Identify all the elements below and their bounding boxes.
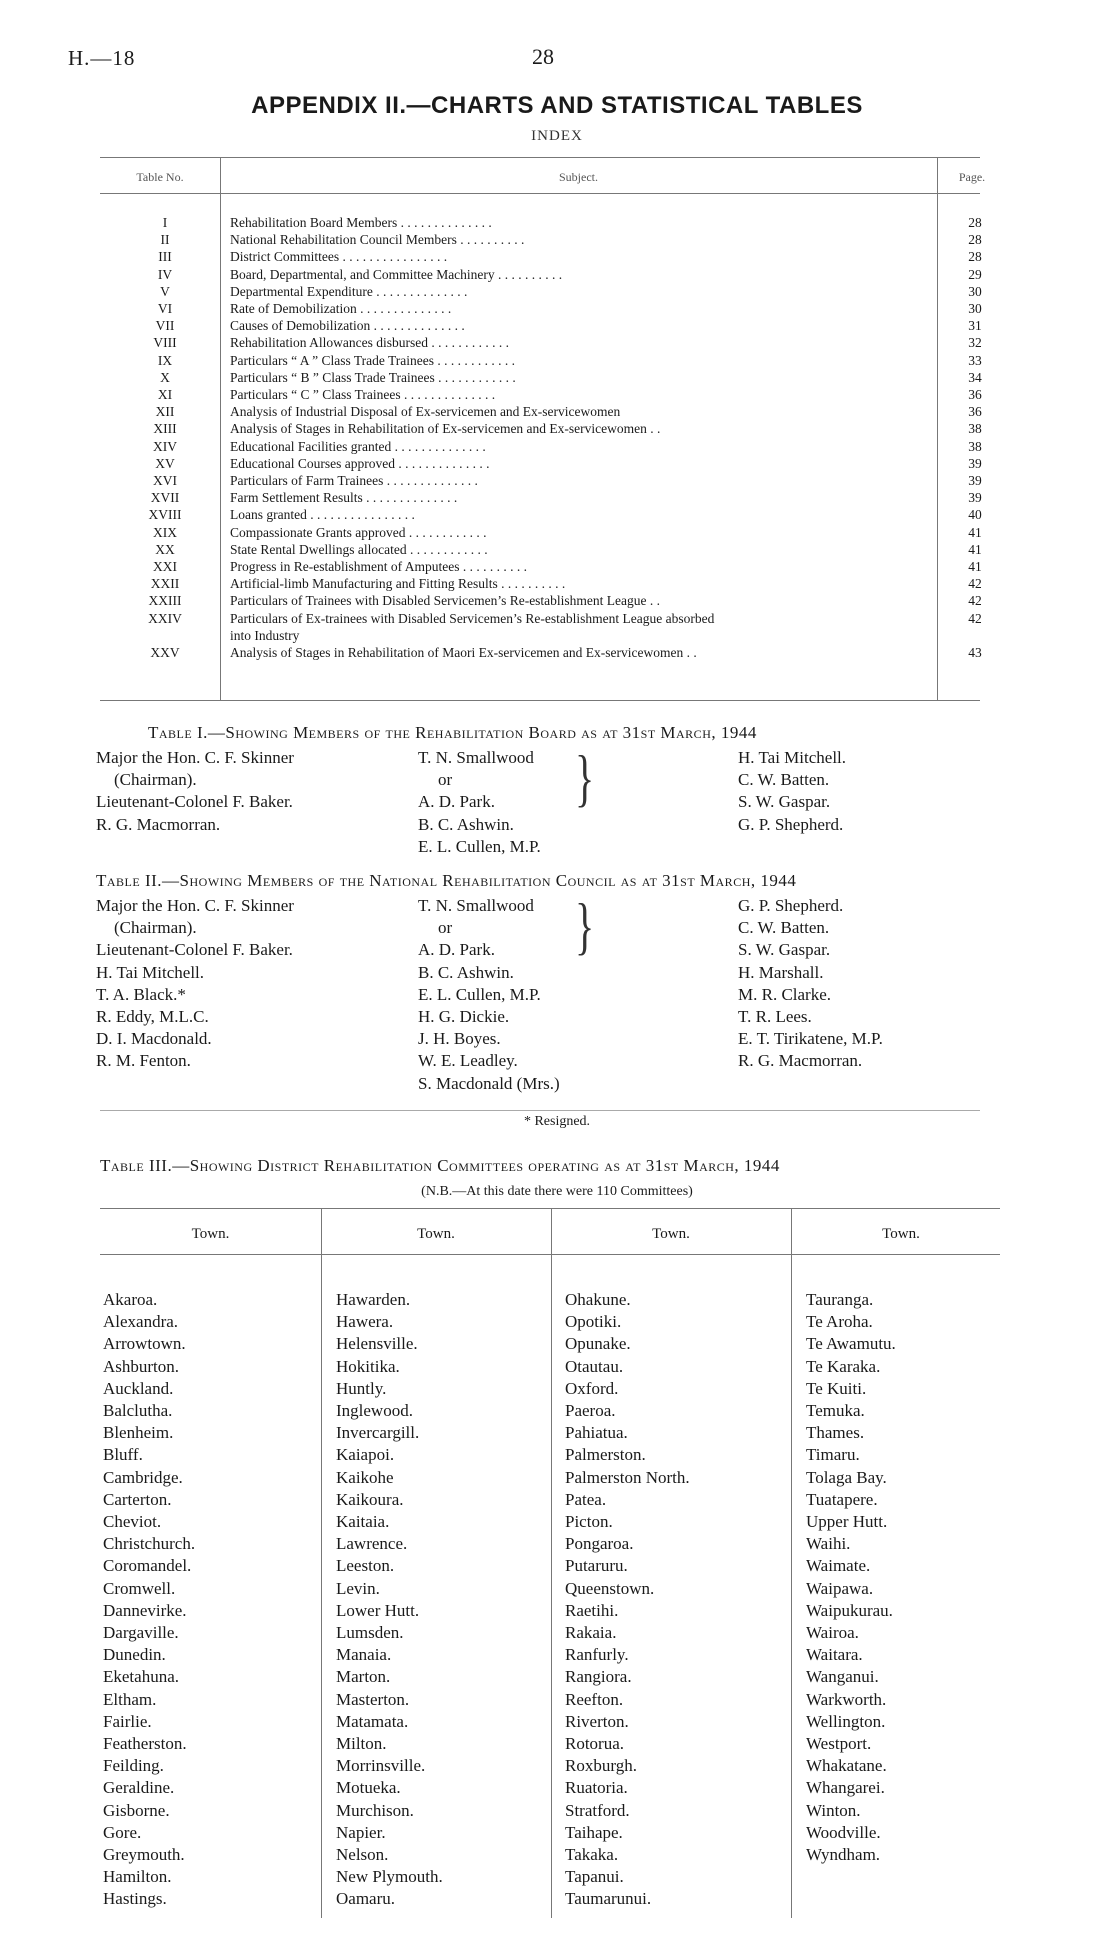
town-name: Whakatane.: [806, 1756, 887, 1776]
town-name: Hawera.: [336, 1312, 394, 1332]
index-table-no: V: [160, 283, 170, 299]
town-name: Huntly.: [336, 1378, 387, 1398]
index-header-page: Page.: [958, 170, 986, 184]
table3-top-rule: [100, 1208, 1000, 1209]
index-page: 42: [968, 576, 982, 592]
index-header-rule: [100, 193, 980, 194]
index-page: 28: [968, 215, 982, 230]
town-name: Invercargill.: [336, 1423, 420, 1443]
index-table-no: XXII: [150, 576, 180, 592]
town-name: Hokitika.: [336, 1356, 400, 1376]
index-subject: Board, Departmental, and Committee Machinery . . . . . . . . . .: [230, 266, 563, 282]
table3-divider-1: [321, 1208, 322, 1918]
town-column: [565, 1289, 690, 1911]
town-name: Taihape.: [565, 1822, 623, 1842]
town-column: [806, 1289, 896, 1866]
town-name: Eketahuna.: [103, 1667, 179, 1687]
index-subject: National Rehabilitation Council Members . . . . . . . . . .: [230, 232, 525, 248]
town-name: Helensville.: [336, 1334, 418, 1354]
table3-divider-2: [551, 1208, 552, 1918]
town-name: Alexandra.: [103, 1312, 179, 1332]
town-name: Murchison.: [336, 1800, 414, 1820]
town-name: Oamaru.: [336, 1889, 396, 1909]
town-name: Otautau.: [565, 1356, 624, 1376]
index-page: 28: [968, 232, 982, 248]
member-name: or: [438, 918, 453, 938]
town-name: Lumsden.: [336, 1623, 404, 1643]
member-name: H. Tai Mitchell.: [738, 748, 847, 767]
member-name: T. N. Smallwood: [418, 748, 534, 767]
member-name: E. T. Tirikatene, M.P.: [738, 1029, 883, 1049]
town-name: Opotiki.: [565, 1312, 622, 1332]
index-table-no: XIV: [153, 438, 177, 454]
town-name: Kaikoura.: [336, 1489, 404, 1509]
town-name: Featherston.: [103, 1734, 187, 1754]
table3-header-town-3: Town.: [652, 1226, 690, 1242]
index-subject: into Industry: [230, 627, 300, 643]
index-subject: Loans granted . . . . . . . . . . . . . . . .: [230, 507, 415, 523]
town-name: Palmerston.: [565, 1445, 646, 1465]
index-table-no: IX: [157, 352, 173, 368]
index-subject: Rate of Demobilization . . . . . . . . . . . . . .: [230, 301, 452, 316]
index-table-no: I: [162, 215, 168, 230]
member-name: Major the Hon. C. F. Skinner: [96, 896, 294, 915]
town-name: Stratford.: [565, 1800, 630, 1820]
index-page: 39: [968, 473, 982, 488]
index-subject: Particulars “ C ” Class Trainees . . . . . . . . . . . . . .: [230, 387, 496, 402]
index-subject: Analysis of Stages in Rehabilitation of Ex-servicemen and Ex-servicewomen . .: [230, 421, 661, 437]
town-name: Pongaroa.: [565, 1534, 634, 1554]
town-name: Tauranga.: [806, 1290, 874, 1309]
index-table-no: XII: [155, 404, 175, 420]
town-name: Takaka.: [565, 1845, 619, 1865]
member-name: H. G. Dickie.: [418, 1007, 510, 1026]
index-page: 32: [968, 335, 982, 351]
member-name: J. H. Boyes.: [418, 1029, 501, 1049]
table3-header-town-4: Town.: [882, 1226, 920, 1242]
town-name: Marton.: [336, 1667, 391, 1687]
town-name: Matamata.: [336, 1711, 409, 1731]
town-name: Riverton.: [565, 1711, 629, 1731]
member-name: G. P. Shepherd.: [738, 896, 844, 915]
index-table-no: XIX: [153, 524, 177, 540]
index-subject: Analysis of Stages in Rehabilitation of Maori Ex-servicemen and Ex-servicewomen . .: [230, 645, 697, 660]
document-code: H.—18: [68, 46, 136, 70]
table3-header-rule: [100, 1254, 1000, 1255]
town-name: Rakaia.: [565, 1623, 617, 1643]
index-bottom-rule: [100, 700, 980, 701]
table1-caption: Table I.—Showing Members of the Rehabilitation Board as at 31st March, 1944: [148, 723, 757, 742]
index-page: 33: [968, 352, 982, 368]
town-name: Tolaga Bay.: [806, 1467, 887, 1487]
index-col-divider-2: [937, 157, 938, 700]
town-name: Cheviot.: [103, 1512, 162, 1532]
member-name: C. W. Batten.: [738, 918, 830, 938]
member-name: E. L. Cullen, M.P.: [418, 836, 541, 856]
town-name: Akaroa.: [103, 1290, 158, 1309]
index-table-no: XXV: [150, 645, 180, 660]
index-table-no: VI: [157, 301, 173, 316]
town-name: Levin.: [336, 1578, 380, 1598]
index-page: 36: [968, 404, 982, 420]
member-name: Lieutenant-Colonel F. Baker.: [96, 940, 293, 960]
town-name: Napier.: [336, 1822, 386, 1842]
index-header-subject: Subject.: [559, 170, 598, 184]
town-name: Te Kuiti.: [806, 1378, 867, 1398]
town-name: Waihi.: [806, 1534, 851, 1554]
town-name: Ruatoria.: [565, 1778, 628, 1798]
town-name: Woodville.: [806, 1822, 881, 1842]
town-name: Raetihi.: [565, 1600, 619, 1620]
index-table-no: II: [160, 232, 170, 248]
town-name: Hamilton.: [103, 1867, 172, 1887]
table3-header-town-2: Town.: [417, 1226, 455, 1242]
index-subject: Causes of Demobilization . . . . . . . . . . . . . .: [230, 318, 465, 334]
table3-caption: Table III.—Showing District Rehabilitation Committees operating as at 31st March, 1944: [100, 1156, 780, 1175]
index-table-no: XXI: [153, 559, 177, 574]
index-page: 31: [968, 318, 982, 334]
member-name: R. G. Macmorran.: [96, 814, 221, 834]
index-subject: Analysis of Industrial Disposal of Ex-servicemen and Ex-servicewomen: [230, 404, 621, 420]
member-name: M. R. Clarke.: [738, 984, 832, 1004]
member-name: G. P. Shepherd.: [738, 814, 844, 834]
town-name: Ashburton.: [103, 1356, 180, 1376]
town-name: Leeston.: [336, 1556, 395, 1576]
index-header-table-no: Table No.: [136, 170, 184, 184]
table2-footnote: * Resigned.: [523, 1114, 591, 1129]
town-name: Carterton.: [103, 1489, 172, 1509]
town-name: Bluff.: [103, 1445, 143, 1465]
index-subject: Artificial-limb Manufacturing and Fitting Results . . . . . . . . . .: [230, 576, 566, 592]
town-name: Hawarden.: [336, 1290, 411, 1309]
member-name: or: [438, 770, 453, 790]
index-table-no: VII: [155, 318, 175, 334]
member-name: R. Eddy, M.L.C.: [96, 1007, 209, 1026]
index-page: 41: [968, 524, 982, 540]
member-name: H. Tai Mitchell.: [96, 962, 205, 982]
town-name: Wellington.: [806, 1711, 886, 1731]
index-page: 39: [968, 455, 982, 471]
town-name: Warkworth.: [806, 1689, 887, 1709]
index-subject: Rehabilitation Allowances disbursed . . . . . . . . . . . .: [230, 335, 509, 351]
town-name: Pahiatua.: [565, 1423, 628, 1443]
index-page: 41: [968, 559, 982, 574]
town-name: Rangiora.: [565, 1667, 632, 1687]
town-name: Wyndham.: [806, 1845, 881, 1865]
index-subject: Particulars of Farm Trainees . . . . . . . . . . . . . .: [230, 473, 478, 488]
index-page: 38: [968, 438, 982, 454]
town-name: Putaruru.: [565, 1556, 628, 1576]
town-name: Tapanui.: [565, 1867, 624, 1887]
member-name: (Chairman).: [114, 918, 197, 938]
member-name: A. D. Park.: [418, 792, 495, 812]
member-name: W. E. Leadley.: [418, 1051, 518, 1071]
index-subject: Educational Facilities granted . . . . . . . . . . . . . .: [230, 438, 486, 454]
index-table-no: VIII: [153, 335, 177, 351]
index-page: 40: [968, 507, 982, 523]
town-name: Timaru.: [806, 1445, 860, 1465]
town-name: Ohakune.: [565, 1290, 631, 1309]
town-name: Christchurch.: [103, 1534, 196, 1554]
member-name: Lieutenant-Colonel F. Baker.: [96, 792, 293, 812]
member-name: Major the Hon. C. F. Skinner: [96, 748, 294, 767]
index-subject: Departmental Expenditure . . . . . . . . . . . . . .: [230, 283, 468, 299]
town-name: Waipawa.: [806, 1578, 874, 1598]
town-name: Rotorua.: [565, 1734, 625, 1754]
town-name: Reefton.: [565, 1689, 624, 1709]
member-name: S. W. Gaspar.: [738, 940, 831, 960]
town-name: Manaia.: [336, 1645, 392, 1665]
index-page: 34: [968, 369, 982, 385]
member-name: R. G. Macmorran.: [738, 1051, 863, 1071]
index-page: 39: [968, 490, 982, 506]
index-subject: Particulars of Ex-trainees with Disabled Servicemen’s Re-establishment League absorbed: [230, 610, 715, 626]
town-name: Dargaville.: [103, 1623, 179, 1643]
town-name: Waipukurau.: [806, 1600, 893, 1620]
table1-brace: }: [575, 741, 595, 814]
index-table-no: XX: [155, 541, 175, 557]
table3-header-town-1: Town.: [191, 1226, 230, 1242]
town-name: Winton.: [806, 1800, 861, 1820]
index-subject: Farm Settlement Results . . . . . . . . . . . . . .: [230, 490, 458, 506]
town-name: Masterton.: [336, 1689, 410, 1709]
town-name: Waitara.: [806, 1645, 863, 1665]
index-table-no: XVI: [153, 473, 177, 488]
town-name: Motueka.: [336, 1778, 401, 1798]
index-page: 28: [968, 249, 982, 265]
member-name: S. W. Gaspar.: [738, 792, 831, 812]
index-page: 43: [968, 645, 982, 660]
town-name: Oxford.: [565, 1378, 619, 1398]
town-name: Cambridge.: [103, 1467, 183, 1487]
town-name: Thames.: [806, 1423, 865, 1443]
town-name: Patea.: [565, 1489, 607, 1509]
index-subject: District Committees . . . . . . . . . . . . . . . .: [230, 249, 448, 265]
member-name: S. Macdonald (Mrs.): [418, 1073, 560, 1093]
town-name: Wairoa.: [806, 1623, 859, 1643]
index-subject: Particulars “ A ” Class Trade Trainees . . . . . . . . . . . .: [230, 352, 515, 368]
town-name: Kaiapoi.: [336, 1445, 395, 1465]
index-table-no: XIII: [153, 421, 177, 437]
member-name: B. C. Ashwin.: [418, 962, 514, 982]
town-name: Balclutha.: [103, 1401, 173, 1421]
town-name: Nelson.: [336, 1845, 389, 1865]
member-name: R. M. Fenton.: [96, 1051, 191, 1071]
town-name: Paeroa.: [565, 1401, 616, 1421]
town-name: Gore.: [103, 1822, 142, 1842]
index-table-no: XI: [157, 387, 173, 402]
index-table-no: XVII: [150, 490, 180, 506]
member-name: H. Marshall.: [738, 962, 824, 982]
town-name: Upper Hutt.: [806, 1512, 888, 1532]
town-name: Ranfurly.: [565, 1645, 629, 1665]
index-page: 30: [968, 283, 982, 299]
town-name: Tuatapere.: [806, 1489, 878, 1509]
index-page: 42: [968, 610, 982, 626]
index-label: INDEX: [531, 128, 583, 144]
table3-note: (N.B.—At this date there were 110 Committees): [421, 1184, 693, 1199]
town-name: Waimate.: [806, 1556, 871, 1576]
member-name: B. C. Ashwin.: [418, 814, 514, 834]
index-page: 38: [968, 421, 982, 437]
table2-bottom-rule: [100, 1110, 980, 1111]
town-name: Lower Hutt.: [336, 1600, 420, 1620]
table2-brace: }: [575, 889, 595, 962]
index-table-no: XV: [155, 455, 175, 471]
town-name: Geraldine.: [103, 1778, 175, 1798]
town-name: Palmerston North.: [565, 1467, 690, 1487]
town-column: [103, 1289, 195, 1911]
town-name: Lawrence.: [336, 1534, 408, 1554]
town-name: Cromwell.: [103, 1578, 176, 1598]
table2-caption: Table II.—Showing Members of the National Rehabilitation Council as at 31st March, 1944: [96, 871, 797, 890]
index-subject: Compassionate Grants approved . . . . . . . . . . . .: [230, 524, 487, 540]
town-name: Wanganui.: [806, 1667, 879, 1687]
town-name: Picton.: [565, 1512, 613, 1532]
town-name: Greymouth.: [103, 1845, 185, 1865]
town-name: Coromandel.: [103, 1556, 192, 1576]
town-name: Dunedin.: [103, 1645, 166, 1665]
member-name: T. R. Lees.: [738, 1007, 812, 1026]
town-name: Blenheim.: [103, 1423, 174, 1443]
index-subject: Progress in Re-establishment of Amputees . . . . . . . . . .: [230, 559, 527, 574]
index-page: 42: [968, 593, 982, 609]
town-name: Morrinsville.: [336, 1756, 426, 1776]
town-name: Hastings.: [103, 1889, 167, 1909]
index-subject: Rehabilitation Board Members . . . . . . . . . . . . . .: [230, 215, 492, 230]
member-name: T. N. Smallwood: [418, 896, 534, 915]
page-number: 28: [532, 44, 554, 69]
town-name: Kaikohe: [336, 1467, 394, 1487]
town-name: Opunake.: [565, 1334, 631, 1354]
index-table-no: III: [158, 249, 172, 265]
index-subject: Particulars of Trainees with Disabled Servicemen’s Re-establishment League . .: [230, 593, 661, 609]
town-name: Auckland.: [103, 1378, 174, 1398]
town-name: Arrowtown.: [103, 1334, 186, 1354]
member-name: T. A. Black.*: [96, 984, 186, 1004]
town-name: Kaitaia.: [336, 1512, 390, 1532]
index-page: 41: [968, 541, 982, 557]
town-name: Milton.: [336, 1734, 387, 1754]
town-name: Eltham.: [103, 1689, 157, 1709]
town-name: Te Karaka.: [806, 1356, 881, 1376]
member-name: C. W. Batten.: [738, 770, 830, 790]
town-name: Temuka.: [806, 1401, 865, 1421]
index-table-no: XXIV: [148, 610, 182, 626]
index-page: 30: [968, 301, 982, 316]
town-name: Fairlie.: [103, 1711, 152, 1731]
town-name: Whangarei.: [806, 1778, 885, 1798]
member-name: D. I. Macdonald.: [96, 1029, 212, 1049]
member-name: (Chairman).: [114, 770, 197, 790]
page-title: APPENDIX II.—CHARTS AND STATISTICAL TABLES: [251, 92, 863, 119]
town-name: Gisborne.: [103, 1800, 170, 1820]
town-name: Feilding.: [103, 1756, 164, 1776]
member-name: E. L. Cullen, M.P.: [418, 984, 541, 1004]
index-subject: State Rental Dwellings allocated . . . . . . . . . . . .: [230, 541, 488, 557]
index-table-no: XXIII: [148, 593, 182, 609]
town-name: Roxburgh.: [565, 1756, 637, 1776]
town-name: Inglewood.: [336, 1401, 413, 1421]
index-table-no: X: [160, 369, 170, 385]
town-name: Westport.: [806, 1734, 872, 1754]
town-name: Dannevirke.: [103, 1600, 187, 1620]
town-name: New Plymouth.: [336, 1867, 443, 1887]
index-table-no: IV: [157, 266, 173, 282]
member-name: A. D. Park.: [418, 940, 495, 960]
table3-divider-3: [791, 1208, 792, 1918]
town-name: Taumarunui.: [565, 1889, 652, 1909]
town-name: Queenstown.: [565, 1578, 655, 1598]
town-name: Te Awamutu.: [806, 1334, 896, 1354]
town-name: Te Aroha.: [806, 1312, 873, 1332]
index-page: 36: [968, 387, 982, 402]
index-page: 29: [968, 266, 982, 282]
index-subject: Educational Courses approved . . . . . . . . . . . . . .: [230, 455, 490, 471]
index-top-rule: [100, 157, 980, 158]
index-table-no: XVIII: [148, 507, 182, 523]
town-column: [336, 1289, 443, 1911]
index-subject: Particulars “ B ” Class Trade Trainees . . . . . . . . . . . .: [230, 369, 516, 385]
